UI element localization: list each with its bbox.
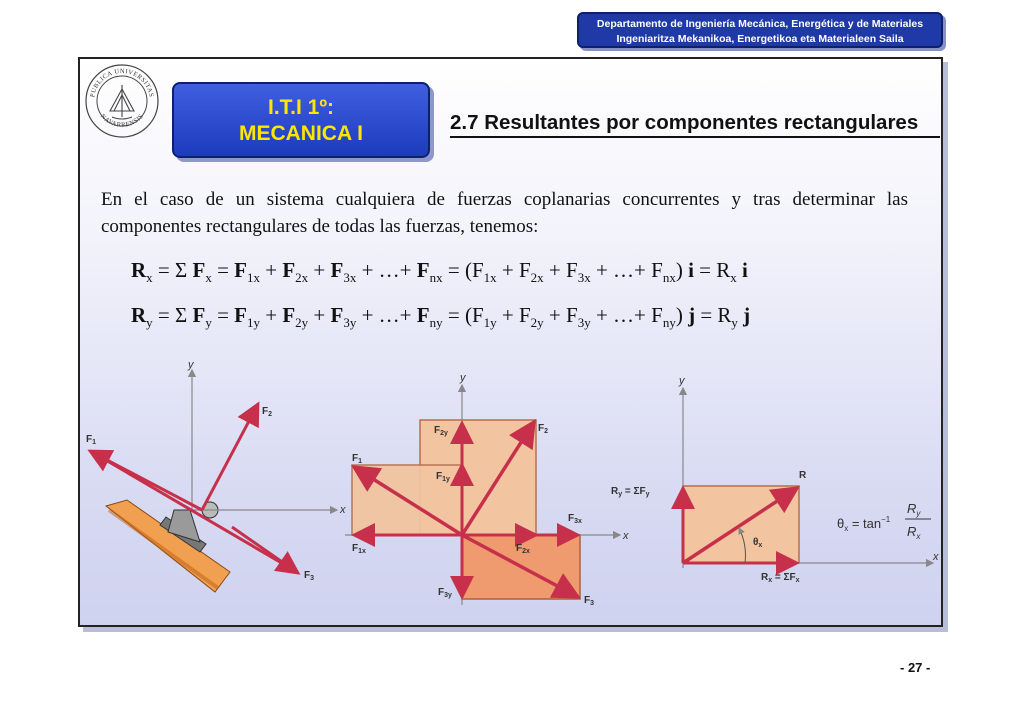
- seal-text-bottom: NAVARRENSIS: [98, 112, 146, 129]
- department-name-eu: Ingeniaritza Mekanikoa, Energetikoa eta Materialeen Saila: [616, 33, 904, 45]
- equation-rx: $R_x = \Sigma$ $F_x = F_{1x} + F_{2x} + F_{3x}$ + …+ $F_{nx} = (F_{1x} + F_{2x} + F_{3x}$ + …+ $F_{nx}$) $i = R_x$ i: [131, 258, 748, 286]
- university-seal-logo: [84, 63, 160, 139]
- fig2-label-f1y: $F_{1y}$: [436, 471, 450, 483]
- course-level: I.T.I 1º:: [267, 96, 334, 119]
- fig3-label-theta: $\theta_x$: [753, 537, 763, 549]
- figure-concurrent-forces: [82, 360, 352, 605]
- fig1-label-f1: $F_1$: [86, 434, 97, 446]
- fig3-tan-formula: $\theta_x = \tan^{-1}$: [837, 515, 891, 533]
- fig2-label-f1x: $F_{1x}$: [352, 543, 366, 555]
- figure-rectangular-components: [340, 365, 640, 610]
- section-title: 2.7 Resultantes por componentes rectangulares: [450, 111, 940, 138]
- fig1-x-axis-label: x: [340, 504, 346, 516]
- fig3-x-axis-label: x: [933, 551, 939, 563]
- fig3-label-r: R: [799, 470, 807, 481]
- fig2-x-axis-label: x: [623, 530, 629, 542]
- department-name-es: Departamento de Ingeniería Mecánica, Energética y de Materiales: [596, 18, 924, 30]
- page-number: - 27 -: [900, 660, 931, 675]
- figure-resultant: [605, 368, 945, 593]
- course-title-box: [172, 82, 430, 158]
- fig2-y-axis-label: y: [460, 372, 466, 384]
- fig2-label-f2x: $F_{2x}$: [516, 543, 530, 555]
- fig2-label-f3x: $F_{3x}$: [568, 513, 582, 525]
- fig2-label-f3: $F_3$: [584, 595, 595, 607]
- fig3-label-ry: $R_y = \Sigma F_y$: [611, 486, 650, 498]
- fig1-label-f3: $F_3$: [304, 570, 315, 582]
- fig2-label-f2y: $F_{2y}$: [434, 425, 448, 437]
- fig1-label-f2: $F_2$: [262, 406, 273, 418]
- department-banner: [577, 12, 943, 48]
- fig3-label-rx: $R_x = \Sigma F_x$: [761, 572, 800, 584]
- fig3-frac-numerator: $R_y$: [907, 501, 921, 518]
- fig2-label-f1: $F_1$: [352, 453, 363, 465]
- fig1-force-f1: [90, 451, 202, 510]
- fig1-force-f2: [202, 404, 258, 510]
- fig2-label-f2: $F_2$: [538, 423, 549, 435]
- seal-text-top: PUBLICA UNIVERSITAS: [89, 67, 155, 98]
- fig1-y-axis-label: y: [188, 360, 194, 371]
- fig3-frac-denominator: $R_x$: [907, 524, 921, 541]
- fig3-y-axis-label: y: [679, 375, 685, 387]
- course-name: MECANICA I: [238, 122, 364, 145]
- fig1-force-f3: [232, 527, 298, 573]
- intro-paragraph: En el caso de un sistema cualquiera de fuerzas coplanarias concurrentes y tras determinar las componentes rectangulares de todas las fuerzas, tenemos:: [101, 189, 908, 237]
- fig2-label-f3y: $F_{3y}$: [438, 587, 452, 599]
- equation-ry: $R_y = \Sigma$ $F_y = F_{1y} + F_{2y} + F_{3y}$ + …+ $F_{ny} = (F_{1y} + F_{2y} + F_{3y}$ + …+ $F_{ny}$) $j = R_y$ j: [131, 303, 751, 331]
